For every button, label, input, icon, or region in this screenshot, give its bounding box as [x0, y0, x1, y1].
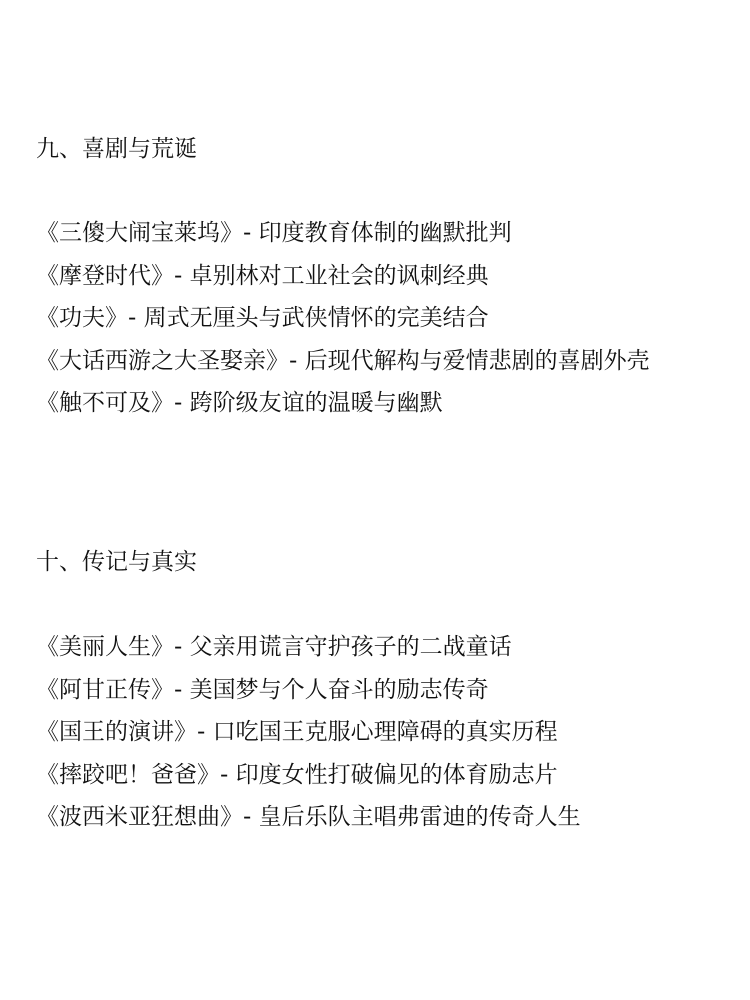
list-item: 《阿甘正传》- 美国梦与个人奋斗的励志传奇 [36, 676, 489, 703]
list-item: 《触不可及》- 跨阶级友谊的温暖与幽默 [36, 390, 443, 416]
list-item: 《国王的演讲》- 口吃国王克服心理障碍的真实历程 [36, 719, 558, 745]
list-item: 《大话西游之大圣娶亲》- 后现代解构与爱情悲剧的喜剧外壳 [36, 347, 650, 374]
list-item: 《波西米亚狂想曲》- 皇后乐队主唱弗雷迪的传奇人生 [36, 804, 581, 830]
list-item: 《摩登时代》- 卓别林对工业社会的讽刺经典 [36, 262, 489, 289]
movie-list-comedy [36, 212, 650, 425]
movie-list-biography [36, 626, 581, 839]
section-title-biography: 十、传记与真实 [36, 549, 197, 575]
list-item: 《功夫》- 周式无厘头与武侠情怀的完美结合 [36, 305, 489, 331]
list-item: 《三傻大闹宝莱坞》- 印度教育体制的幽默批判 [36, 220, 512, 246]
section-title-comedy: 九、喜剧与荒诞 [36, 136, 197, 162]
list-item: 《美丽人生》- 父亲用谎言守护孩子的二战童话 [36, 634, 512, 660]
list-item: 《摔跤吧！爸爸》- 印度女性打破偏见的体育励志片 [36, 761, 558, 788]
